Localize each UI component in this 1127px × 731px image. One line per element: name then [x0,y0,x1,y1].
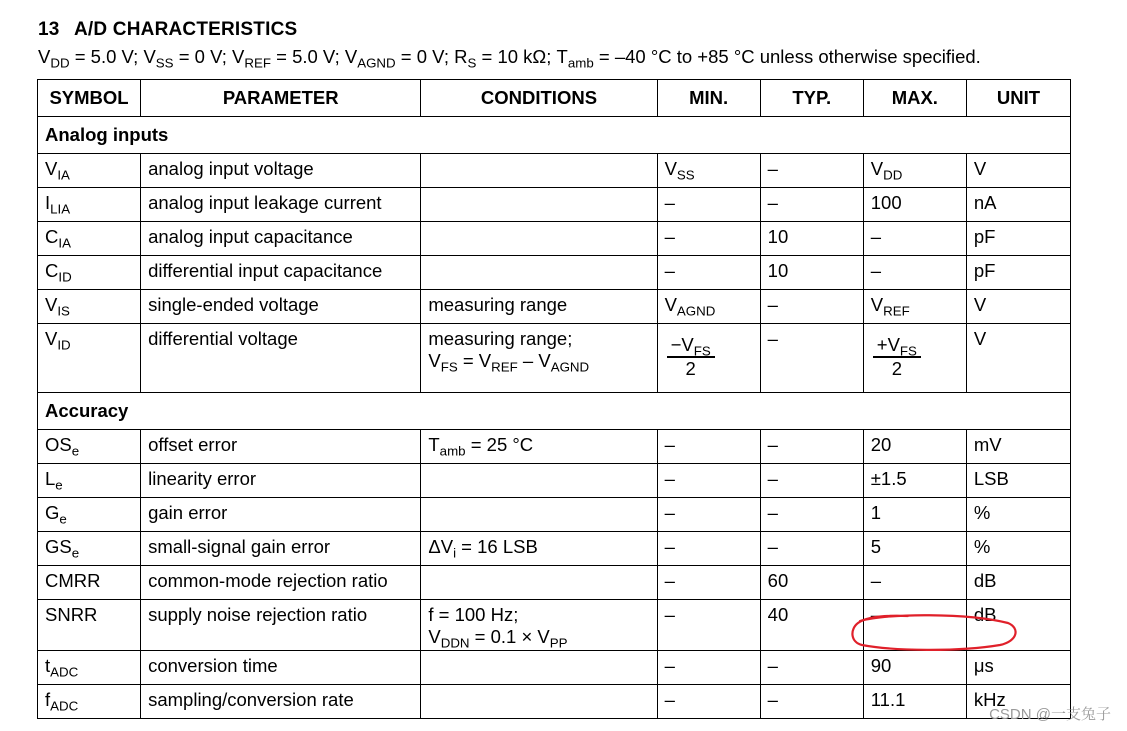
cell-unit: LSB [966,464,1070,498]
cell-parameter: offset error [141,430,421,464]
fraction [873,334,921,380]
cell-unit: V [966,154,1070,188]
cell-symbol: $G_e$ [38,498,141,532]
section-title: A/D CHARACTERISTICS [74,19,298,40]
table-row [38,498,1071,532]
table-body [38,117,1071,719]
cell-typ: – [760,498,863,532]
cell-conditions [421,651,657,685]
table-row [38,685,1071,719]
cell-parameter: gain error [141,498,421,532]
col-header-unit: UNIT [966,80,1070,117]
cell-min: – [657,188,760,222]
ad-characteristics-table [37,79,1071,719]
cell-parameter: conversion time [141,651,421,685]
cell-parameter: analog input voltage [141,154,421,188]
fraction-numerator: $-V_{FS}$ [667,334,715,358]
cell-min: – [657,651,760,685]
cell-parameter: differential input capacitance [141,256,421,290]
table-row [38,154,1071,188]
cell-typ: – [760,188,863,222]
table-header-row [38,80,1071,117]
cell-parameter: single-ended voltage [141,290,421,324]
cell-unit: μs [966,651,1070,685]
cell-min: $V_{AGND}$ [657,290,760,324]
table-row [38,600,1071,651]
cell-typ: – [760,154,863,188]
cell-unit: pF [966,256,1070,290]
cell-conditions: $\Delta V_i = 16$ LSB [421,532,657,566]
cell-conditions: measuring range; $V_{FS} = V_{REF} - V_{AGND}$ [421,324,657,393]
cell-max: – [863,256,966,290]
table-row [38,222,1071,256]
cell-typ: – [760,532,863,566]
table-row [38,532,1071,566]
cell-parameter: linearity error [141,464,421,498]
group-label: Accuracy [38,393,1071,430]
cell-symbol: $t_{ADC}$ [38,651,141,685]
section-heading [38,19,297,41]
cell-typ: – [760,464,863,498]
table-row [38,324,1071,393]
cell-max: 100 [863,188,966,222]
cell-conditions: measuring range [421,290,657,324]
cell-max: 11.1 [863,685,966,719]
cell-unit: % [966,532,1070,566]
fraction [667,334,715,380]
cell-min: – [657,222,760,256]
cell-unit: kHz [966,685,1070,719]
cell-symbol: SNRR [38,600,141,651]
cell-min: – [657,532,760,566]
cell-min [657,324,760,393]
cell-parameter: analog input capacitance [141,222,421,256]
cell-typ: – [760,651,863,685]
fraction-denominator: 2 [891,358,902,379]
fraction-denominator: 2 [685,358,696,379]
cell-max [863,324,966,393]
cell-max: 90 [863,651,966,685]
cell-symbol: $V_{IS}$ [38,290,141,324]
cell-max: $V_{DD}$ [863,154,966,188]
cell-typ: 10 [760,222,863,256]
cell-conditions [421,464,657,498]
cell-parameter: supply noise rejection ratio [141,600,421,651]
col-header-typ: TYP. [760,80,863,117]
cell-symbol: $GS_e$ [38,532,141,566]
col-header-symbol: SYMBOL [38,80,141,117]
cell-min: $V_{SS}$ [657,154,760,188]
cell-unit: pF [966,222,1070,256]
cell-symbol: $V_{IA}$ [38,154,141,188]
cell-unit: dB [966,566,1070,600]
operating-conditions: $V_{DD} = 5.0$ V; $V_{SS} = 0$ V; $V_{REF} = 5.0$ V; $V_{AGND} = 0$ V; $R_S = 10$ kΩ; $T_{amb} = -40$ °C to +85 °C unless otherwise specified. [38,46,981,71]
table-row [38,290,1071,324]
cell-symbol: $L_e$ [38,464,141,498]
cell-parameter: differential voltage [141,324,421,393]
cell-symbol: $OS_e$ [38,430,141,464]
col-header-min: MIN. [657,80,760,117]
cell-symbol: $I_{LIA}$ [38,188,141,222]
cell-max: 1 [863,498,966,532]
cell-typ: – [760,685,863,719]
table-row [38,256,1071,290]
cell-conditions [421,188,657,222]
cell-typ: – [760,290,863,324]
cell-min: – [657,600,760,651]
cell-conditions [421,566,657,600]
group-label: Analog inputs [38,117,1071,154]
cell-conditions [421,154,657,188]
cell-conditions [421,222,657,256]
cell-max: $V_{REF}$ [863,290,966,324]
cell-min: – [657,464,760,498]
cell-max: – [863,566,966,600]
cell-unit: V [966,290,1070,324]
group-header-row [38,393,1071,430]
col-header-parameter: PARAMETER [141,80,421,117]
cell-symbol: $C_{IA}$ [38,222,141,256]
watermark: CSDN @一支兔子 [989,706,1111,723]
cell-symbol: $f_{ADC}$ [38,685,141,719]
table-row [38,566,1071,600]
cell-typ: – [760,430,863,464]
fraction-numerator: $+V_{FS}$ [873,334,921,358]
table-row [38,188,1071,222]
cell-unit: dB [966,600,1070,651]
cell-typ: 60 [760,566,863,600]
cell-parameter: sampling/conversion rate [141,685,421,719]
cell-unit: nA [966,188,1070,222]
cell-conditions [421,256,657,290]
col-header-max: MAX. [863,80,966,117]
cell-unit: V [966,324,1070,393]
cell-conditions [421,685,657,719]
col-header-conditions: CONDITIONS [421,80,657,117]
cell-conditions: $T_{amb} = 25$ °C [421,430,657,464]
table-row [38,464,1071,498]
cell-max: ±1.5 [863,464,966,498]
cell-min: – [657,685,760,719]
cell-conditions [421,498,657,532]
cell-symbol: $V_{ID}$ [38,324,141,393]
cell-min: – [657,498,760,532]
cell-min: – [657,256,760,290]
cell-max: 5 [863,532,966,566]
cell-max: 20 [863,430,966,464]
cell-symbol: CMRR [38,566,141,600]
cell-symbol: $C_{ID}$ [38,256,141,290]
section-number: 13 [38,19,60,40]
cell-parameter: small-signal gain error [141,532,421,566]
cell-conditions: f = 100 Hz; $V_{DDN} = 0.1 \times V_{PP}$ [421,600,657,651]
cell-typ: 10 [760,256,863,290]
cell-min: – [657,566,760,600]
cell-max: – [863,600,966,651]
cell-typ: – [760,324,863,393]
cell-max: – [863,222,966,256]
cell-typ: 40 [760,600,863,651]
cell-unit: mV [966,430,1070,464]
table-row [38,430,1071,464]
cell-min: – [657,430,760,464]
cell-unit: % [966,498,1070,532]
cell-parameter: common-mode rejection ratio [141,566,421,600]
cell-parameter: analog input leakage current [141,188,421,222]
table-row [38,651,1071,685]
group-header-row [38,117,1071,154]
